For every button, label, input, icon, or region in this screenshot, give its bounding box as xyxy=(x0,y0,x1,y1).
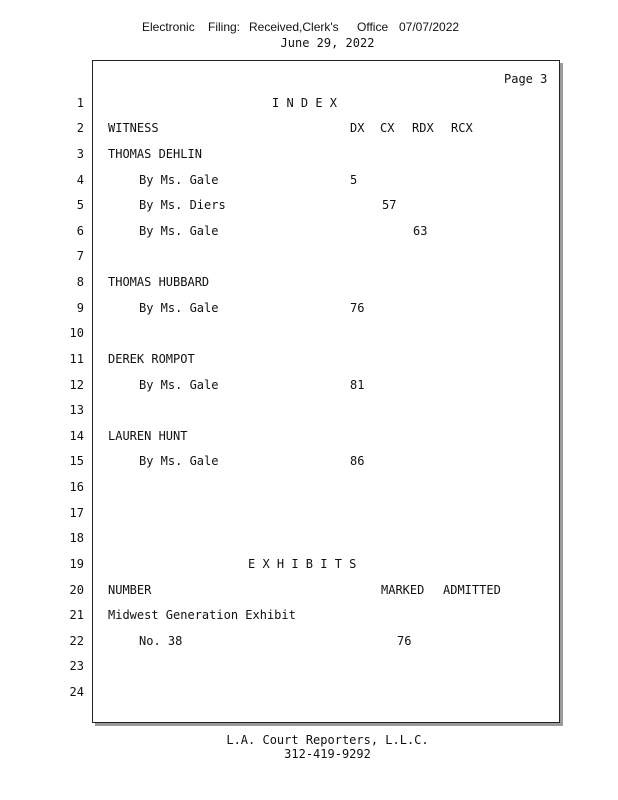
examination-page-rdx: 63 xyxy=(413,224,428,238)
index-header-rdx: RDX xyxy=(412,121,434,135)
exhibit-name: Midwest Generation Exhibit xyxy=(108,608,296,622)
examination-by: By Ms. Gale xyxy=(139,454,219,468)
filing-stamp xyxy=(0,20,618,36)
line-number: 2 xyxy=(76,121,84,135)
witness-name: THOMAS DEHLIN xyxy=(108,147,202,161)
line-number: 20 xyxy=(69,583,84,597)
line-number: 6 xyxy=(76,224,84,238)
examination-by: By Ms. Diers xyxy=(139,198,226,212)
exhibits-title: E X H I B I T S xyxy=(248,557,357,571)
line-number: 15 xyxy=(69,454,84,468)
line-number: 3 xyxy=(76,147,84,161)
witness-name: LAUREN HUNT xyxy=(108,429,188,443)
exhibits-header-admitted: ADMITTED xyxy=(443,583,501,597)
index-title: I N D E X xyxy=(272,96,338,110)
line-number: 8 xyxy=(76,275,84,289)
examination-page-dx: 86 xyxy=(350,454,365,468)
line-number: 18 xyxy=(69,531,84,545)
line-number: 12 xyxy=(69,378,84,392)
line-number: 10 xyxy=(69,326,84,340)
examination-page-dx: 5 xyxy=(350,173,358,187)
stamp-word-electronic: Electronic xyxy=(142,20,195,34)
exhibits-header-marked: MARKED xyxy=(381,583,425,597)
stamp-word-received: Received,Clerk's xyxy=(249,20,339,34)
line-number: 4 xyxy=(76,173,84,187)
examination-by: By Ms. Gale xyxy=(139,378,219,392)
line-number: 1 xyxy=(76,96,84,110)
examination-page-dx: 81 xyxy=(350,378,365,392)
examination-by: By Ms. Gale xyxy=(139,224,219,238)
stamp-date: 07/07/2022 xyxy=(399,20,460,34)
line-number: 13 xyxy=(69,403,84,417)
exhibit-marked-page: 76 xyxy=(397,634,412,648)
stamp-word-office: Office xyxy=(357,20,389,34)
index-header-cx: CX xyxy=(380,121,395,135)
line-number: 19 xyxy=(69,557,84,571)
exhibits-header-number: NUMBER xyxy=(108,583,152,597)
page-number-label: Page 3 xyxy=(504,72,548,86)
line-number: 14 xyxy=(69,429,84,443)
line-number: 23 xyxy=(69,659,84,673)
witness-name: THOMAS HUBBARD xyxy=(108,275,210,289)
transcript-date: June 29, 2022 xyxy=(280,36,375,50)
examination-by: By Ms. Gale xyxy=(139,173,219,187)
line-number: 17 xyxy=(69,506,84,520)
footer-company: L.A. Court Reporters, L.L.C. xyxy=(226,733,429,747)
index-header-rcx: RCX xyxy=(451,121,473,135)
line-number: 5 xyxy=(76,198,84,212)
line-number: 16 xyxy=(69,480,84,494)
line-number: 21 xyxy=(69,608,84,622)
exhibit-number: No. 38 xyxy=(139,634,183,648)
stamp-word-filing: Filing: xyxy=(208,20,241,34)
witness-name: DEREK ROMPOT xyxy=(108,352,195,366)
footer-phone: 312-419-9292 xyxy=(284,747,371,761)
examination-by: By Ms. Gale xyxy=(139,301,219,315)
line-number: 7 xyxy=(76,249,84,263)
line-number: 9 xyxy=(76,301,84,315)
index-header-witness: WITNESS xyxy=(108,121,159,135)
line-number: 24 xyxy=(69,685,84,699)
index-header-dx: DX xyxy=(350,121,365,135)
line-number: 22 xyxy=(69,634,84,648)
line-number: 11 xyxy=(69,352,84,366)
examination-page-dx: 76 xyxy=(350,301,365,315)
examination-page-cx: 57 xyxy=(382,198,397,212)
